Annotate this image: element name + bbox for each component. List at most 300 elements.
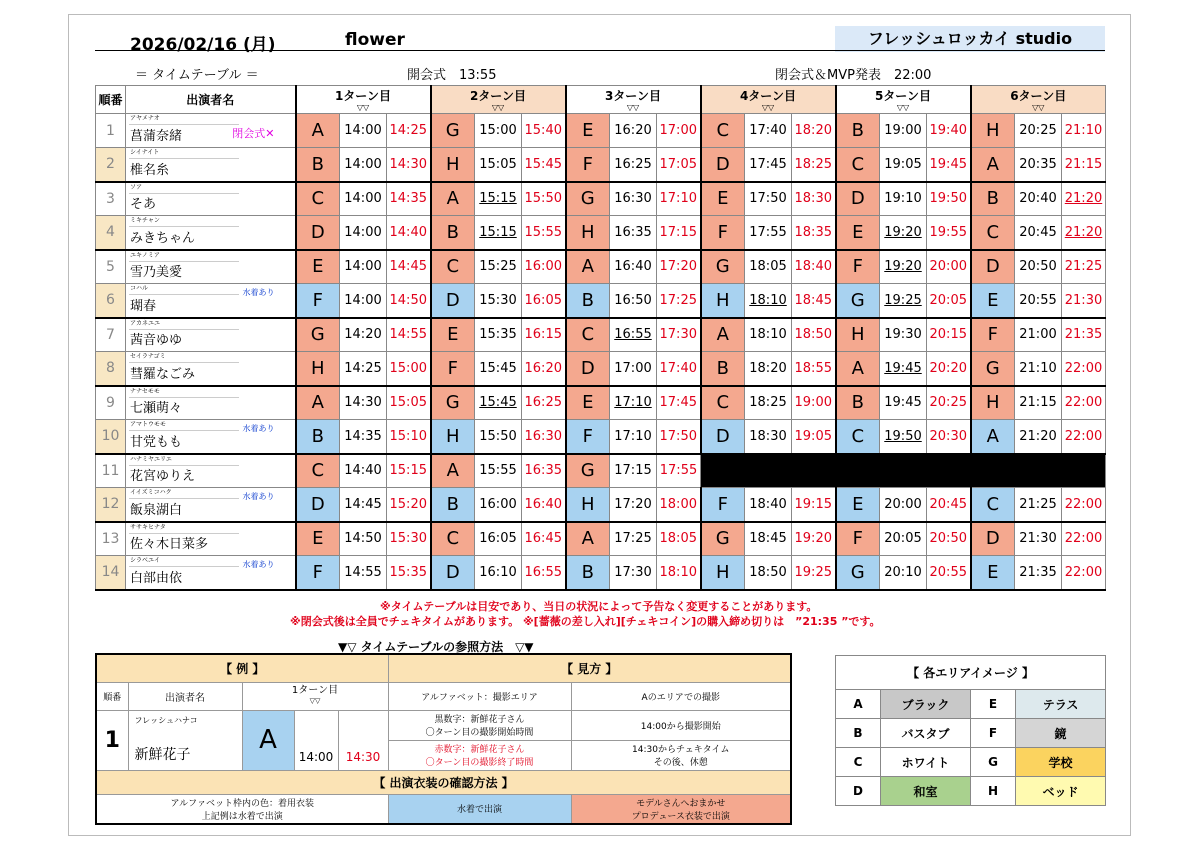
costume-letter-color: アルファベット枠内の色：着用衣装 上記例は水着で出演 — [96, 794, 388, 824]
performer-kana: シイナイト — [130, 149, 160, 156]
area-code: A — [971, 148, 1015, 182]
start-time: 18:10 — [745, 318, 792, 352]
area-label-g: 学校 — [1016, 748, 1106, 777]
table-row — [96, 114, 1106, 148]
area-code: C — [296, 182, 340, 216]
start-time: 15:45 — [475, 352, 522, 386]
area-code: H — [431, 420, 475, 454]
table-row — [96, 250, 1106, 284]
area-label-b: バスタブ — [881, 719, 971, 748]
end-time: 18:55 — [792, 352, 836, 386]
row-number: 13 — [96, 522, 126, 556]
area-code: F — [566, 420, 610, 454]
end-time: 17:00 — [657, 114, 701, 148]
performer-cell — [126, 454, 296, 488]
area-label-a: ブラック — [881, 690, 971, 719]
performer-kana: シラベユイ — [130, 557, 161, 564]
start-time: 15:25 — [475, 250, 522, 284]
area-code: G — [431, 114, 475, 148]
area-code: B — [431, 488, 475, 522]
end-time: 18:30 — [792, 182, 836, 216]
timetable — [95, 85, 1106, 591]
area-code: E — [701, 182, 745, 216]
howto-red: 赤数字：新鮮花子さん 〇ターン目の撮影終了時間 — [388, 740, 571, 770]
area-legend-title: 【 各エリアイメージ 】 — [836, 656, 1106, 690]
row-number: 1 — [96, 114, 126, 148]
row-number: 7 — [96, 318, 126, 352]
area-code: D — [971, 522, 1015, 556]
example-area: A — [242, 710, 294, 770]
area-code: B — [971, 182, 1015, 216]
table-row — [96, 352, 1106, 386]
performer-kana: ハナミヤユリエ — [130, 455, 172, 463]
start-time: 16:40 — [610, 250, 657, 284]
area-code: E — [566, 114, 610, 148]
end-time: 20:30 — [927, 420, 971, 454]
row-number: 2 — [96, 148, 126, 182]
start-time: 14:00 — [340, 182, 387, 216]
start-time: 21:15 — [1015, 386, 1062, 420]
start-time: 21:30 — [1015, 522, 1062, 556]
area-code: E — [836, 488, 880, 522]
performer-kana: アマトウモモ — [130, 421, 167, 428]
start-time: 21:00 — [1015, 318, 1062, 352]
area-code: E — [296, 250, 340, 284]
performer-cell — [126, 216, 296, 250]
end-time: 14:40 — [387, 216, 431, 250]
area-code: H — [836, 318, 880, 352]
howto-header: 【 見方 】 — [388, 654, 791, 682]
area-code: D — [431, 284, 475, 318]
row-number: 12 — [96, 488, 126, 522]
start-time: 15:30 — [475, 284, 522, 318]
end-time: 21:10 — [1062, 114, 1106, 148]
start-time: 19:30 — [880, 318, 927, 352]
area-code-g: G — [971, 748, 1016, 777]
example-name-cell: フレッシュハナコ 新鮮花子 — [128, 710, 242, 770]
performer-cell — [126, 556, 296, 590]
area-code: C — [836, 420, 880, 454]
area-legend — [835, 655, 1106, 806]
end-time: 14:55 — [387, 318, 431, 352]
performer-kana: アカネユユ — [130, 319, 160, 327]
performer-name: 彗羅なごみ — [130, 366, 196, 382]
end-time: 16:30 — [522, 420, 566, 454]
start-time: 17:20 — [610, 488, 657, 522]
area-code: D — [836, 182, 880, 216]
end-time: 15:20 — [387, 488, 431, 522]
start-time: 15:35 — [475, 318, 522, 352]
performer-cell — [126, 386, 296, 420]
area-code: F — [566, 148, 610, 182]
start-time: 17:25 — [610, 522, 657, 556]
start-time: 14:30 — [340, 386, 387, 420]
performer-cell — [126, 522, 296, 556]
howto-alpha: アルファベット：撮影エリア — [388, 682, 571, 710]
start-time: 15:05 — [475, 148, 522, 182]
row-number: 3 — [96, 182, 126, 216]
performer-kana: ミキチャン — [130, 217, 160, 224]
start-time: 16:35 — [610, 216, 657, 250]
start-time: 16:50 — [610, 284, 657, 318]
area-code: B — [836, 386, 880, 420]
start-time: 16:30 — [610, 182, 657, 216]
start-time: 20:05 — [880, 522, 927, 556]
performer-name: みきちゃん — [130, 230, 196, 246]
start-time: 14:35 — [340, 420, 387, 454]
end-time: 19:45 — [927, 148, 971, 182]
performer-cell — [126, 318, 296, 352]
area-code: A — [836, 352, 880, 386]
area-code: B — [836, 114, 880, 148]
start-time: 15:45 — [475, 386, 522, 420]
end-time: 22:00 — [1062, 522, 1106, 556]
performer-name: 七瀬萌々 — [130, 401, 183, 416]
footnote-1: ※タイムテーブルは目安であり、当日の状況によって予告なく変更することがあります。 — [380, 600, 818, 613]
area-code: C — [971, 488, 1015, 522]
performer-note: 閉会式✕ — [232, 127, 275, 140]
performer-name: 茜音ゆゆ — [130, 333, 183, 348]
performer-cell — [126, 284, 296, 318]
end-time: 18:25 — [792, 148, 836, 182]
start-time: 16:00 — [475, 488, 522, 522]
area-code: B — [566, 284, 610, 318]
area-label-h: ベッド — [1016, 777, 1106, 806]
end-time: 15:10 — [387, 420, 431, 454]
start-time: 15:00 — [475, 114, 522, 148]
end-time: 21:25 — [1062, 250, 1106, 284]
start-time: 18:05 — [745, 250, 792, 284]
start-time: 15:50 — [475, 420, 522, 454]
start-time: 20:00 — [880, 488, 927, 522]
performer-cell — [126, 352, 296, 386]
end-time: 21:20 — [1062, 182, 1106, 216]
start-time: 14:00 — [340, 284, 387, 318]
start-time: 20:45 — [1015, 216, 1062, 250]
performer-name: 椎名糸 — [130, 162, 170, 178]
end-time: 22:00 — [1062, 352, 1106, 386]
example-col-no: 順番 — [96, 682, 128, 710]
table-row — [96, 216, 1106, 250]
area-code: C — [431, 522, 475, 556]
area-code: C — [836, 148, 880, 182]
performer-cell — [126, 148, 296, 182]
end-time: 16:05 — [522, 284, 566, 318]
area-code: B — [566, 556, 610, 590]
table-row — [96, 488, 1106, 522]
end-time: 17:55 — [657, 454, 701, 488]
start-time: 15:15 — [475, 216, 522, 250]
table-row — [96, 182, 1106, 216]
example-col-name: 出演者名 — [128, 682, 242, 710]
area-code: D — [296, 488, 340, 522]
performer-name: 瑚春 — [130, 298, 157, 314]
end-time: 15:30 — [387, 522, 431, 556]
end-time: 20:55 — [927, 556, 971, 590]
start-time: 18:20 — [745, 352, 792, 386]
start-time: 17:55 — [745, 216, 792, 250]
example-header: 【 例 】 — [96, 654, 388, 682]
performer-cell — [126, 182, 296, 216]
start-time: 17:10 — [610, 386, 657, 420]
turn-header-3: 3ターン目 ▽▽ — [566, 86, 701, 114]
end-time: 15:50 — [522, 182, 566, 216]
area-label-c: ホワイト — [881, 748, 971, 777]
end-time: 22:00 — [1062, 386, 1106, 420]
performer-name: 甘党もも — [130, 434, 183, 450]
end-time: 18:20 — [792, 114, 836, 148]
area-code: C — [296, 454, 340, 488]
start-time: 19:00 — [880, 114, 927, 148]
start-time: 21:35 — [1015, 556, 1062, 590]
row-number: 10 — [96, 420, 126, 454]
end-time: 20:20 — [927, 352, 971, 386]
area-code: H — [971, 386, 1015, 420]
end-time: 14:50 — [387, 284, 431, 318]
opening-time: 開会式 13:55 — [407, 68, 497, 83]
area-code: F — [971, 318, 1015, 352]
area-code: H — [296, 352, 340, 386]
start-time: 19:20 — [880, 250, 927, 284]
area-code: E — [566, 386, 610, 420]
start-time: 14:00 — [340, 148, 387, 182]
start-time: 14:55 — [340, 556, 387, 590]
end-time: 20:50 — [927, 522, 971, 556]
end-time: 22:00 — [1062, 488, 1106, 522]
performer-name: 佐々木日菜多 — [130, 537, 209, 552]
area-code: E — [296, 522, 340, 556]
costume-produce: モデルさんへおまかせ プロデュース衣装で出演 — [571, 794, 791, 824]
start-time: 19:50 — [880, 420, 927, 454]
start-time: 18:40 — [745, 488, 792, 522]
turn-header-4: 4ターン目 ▽▽ — [701, 86, 836, 114]
end-time: 20:00 — [927, 250, 971, 284]
end-time: 19:50 — [927, 182, 971, 216]
end-time: 16:35 — [522, 454, 566, 488]
area-code: A — [431, 182, 475, 216]
end-time: 17:15 — [657, 216, 701, 250]
start-time: 19:45 — [880, 386, 927, 420]
end-time: 16:25 — [522, 386, 566, 420]
area-code-e: E — [971, 690, 1016, 719]
end-time: 16:40 — [522, 488, 566, 522]
area-code: E — [971, 556, 1015, 590]
area-code: H — [431, 148, 475, 182]
end-time: 19:00 — [792, 386, 836, 420]
area-code: H — [701, 284, 745, 318]
end-time: 17:10 — [657, 182, 701, 216]
table-row — [96, 386, 1106, 420]
start-time: 20:25 — [1015, 114, 1062, 148]
event-date: 2026/02/16 (月) — [130, 35, 276, 55]
howto-black-desc: 14:00から撮影開始 — [571, 710, 791, 740]
end-time: 21:15 — [1062, 148, 1106, 182]
start-time: 20:10 — [880, 556, 927, 590]
area-code: D — [431, 556, 475, 590]
blocked-slot — [701, 454, 1106, 488]
performer-cell — [126, 488, 296, 522]
area-code: B — [296, 420, 340, 454]
row-number: 5 — [96, 250, 126, 284]
end-time: 17:45 — [657, 386, 701, 420]
end-time: 17:30 — [657, 318, 701, 352]
performer-name: 花宮ゆりえ — [130, 469, 196, 484]
area-code: G — [431, 386, 475, 420]
row-number: 9 — [96, 386, 126, 420]
area-code-h: H — [971, 777, 1016, 806]
row-number: 4 — [96, 216, 126, 250]
area-code: G — [836, 556, 880, 590]
area-code-d: D — [836, 777, 881, 806]
studio-name: フレッシュロッカイ studio — [835, 26, 1105, 52]
end-time: 21:35 — [1062, 318, 1106, 352]
table-row — [96, 284, 1106, 318]
end-time: 17:20 — [657, 250, 701, 284]
end-time: 18:35 — [792, 216, 836, 250]
area-code: G — [566, 182, 610, 216]
start-time: 18:45 — [745, 522, 792, 556]
end-time: 20:15 — [927, 318, 971, 352]
area-code: H — [566, 216, 610, 250]
area-code: A — [971, 420, 1015, 454]
area-code: A — [566, 250, 610, 284]
performer-kana: ササキヒナタ — [130, 523, 166, 531]
start-time: 15:15 — [475, 182, 522, 216]
end-time: 20:05 — [927, 284, 971, 318]
row-number: 14 — [96, 556, 126, 590]
area-code-a: A — [836, 690, 881, 719]
start-time: 17:00 — [610, 352, 657, 386]
end-time: 15:35 — [387, 556, 431, 590]
area-code: G — [836, 284, 880, 318]
performer-kana: イイズミコハク — [130, 489, 172, 496]
end-time: 20:45 — [927, 488, 971, 522]
area-code: D — [566, 352, 610, 386]
group-name: flower — [345, 30, 405, 50]
start-time: 19:25 — [880, 284, 927, 318]
table-row — [96, 420, 1106, 454]
start-time: 14:00 — [340, 114, 387, 148]
end-time: 19:55 — [927, 216, 971, 250]
area-code: F — [296, 284, 340, 318]
end-time: 18:50 — [792, 318, 836, 352]
end-time: 19:05 — [792, 420, 836, 454]
start-time: 16:55 — [610, 318, 657, 352]
performer-note: 水着あり — [242, 424, 275, 433]
end-time: 19:20 — [792, 522, 836, 556]
performer-kana: アヤメナオ — [130, 115, 160, 122]
turn-header-5: 5ターン目 ▽▽ — [836, 86, 971, 114]
area-code: B — [431, 216, 475, 250]
area-code: D — [701, 148, 745, 182]
area-label-f: 鏡 — [1016, 719, 1106, 748]
area-code: G — [971, 352, 1015, 386]
area-code: E — [836, 216, 880, 250]
area-code: B — [701, 352, 745, 386]
performer-note: 水着あり — [242, 492, 275, 501]
row-number: 6 — [96, 284, 126, 318]
end-time: 14:45 — [387, 250, 431, 284]
performer-name: 雪乃美愛 — [130, 265, 183, 280]
end-time: 19:40 — [927, 114, 971, 148]
table-row — [96, 556, 1106, 590]
end-time: 17:05 — [657, 148, 701, 182]
performer-name: 飯泉湖白 — [130, 502, 183, 518]
turn-header-2: 2ターン目 ▽▽ — [431, 86, 566, 114]
costume-swimsuit: 水着で出演 — [388, 794, 571, 824]
row-number: 11 — [96, 454, 126, 488]
start-time: 16:25 — [610, 148, 657, 182]
performer-cell — [126, 420, 296, 454]
start-time: 17:50 — [745, 182, 792, 216]
end-time: 21:30 — [1062, 284, 1106, 318]
area-code: C — [971, 216, 1015, 250]
howto-alpha-desc: Aのエリアでの撮影 — [571, 682, 791, 710]
end-time: 14:30 — [387, 148, 431, 182]
area-code-b: B — [836, 719, 881, 748]
col-no-header: 順番 — [96, 86, 126, 114]
end-time: 16:15 — [522, 318, 566, 352]
start-time: 17:15 — [610, 454, 657, 488]
end-time: 16:55 — [522, 556, 566, 590]
start-time: 14:45 — [340, 488, 387, 522]
start-time: 21:10 — [1015, 352, 1062, 386]
start-time: 18:25 — [745, 386, 792, 420]
performer-kana: ナナセモモ — [130, 387, 160, 395]
area-code: G — [296, 318, 340, 352]
end-time: 15:40 — [522, 114, 566, 148]
start-time: 16:20 — [610, 114, 657, 148]
start-time: 15:55 — [475, 454, 522, 488]
end-time: 18:05 — [657, 522, 701, 556]
end-time: 15:00 — [387, 352, 431, 386]
area-code: F — [296, 556, 340, 590]
performer-name: そあ — [130, 197, 157, 212]
area-code-f: F — [971, 719, 1016, 748]
start-time: 14:40 — [340, 454, 387, 488]
end-time: 19:25 — [792, 556, 836, 590]
timetable-label: ＝ タイムテーブル ＝ — [135, 68, 259, 83]
row-number: 8 — [96, 352, 126, 386]
area-code: A — [566, 522, 610, 556]
start-time: 14:50 — [340, 522, 387, 556]
start-time: 14:25 — [340, 352, 387, 386]
start-time: 14:20 — [340, 318, 387, 352]
area-code: A — [296, 386, 340, 420]
start-time: 20:40 — [1015, 182, 1062, 216]
area-code: D — [971, 250, 1015, 284]
closing-time: 閉会式＆MVP発表 22:00 — [775, 68, 932, 83]
end-time: 18:10 — [657, 556, 701, 590]
howto-black: 黒数字：新鮮花子さん 〇ターン目の撮影開始時間 — [388, 710, 571, 740]
start-time: 20:50 — [1015, 250, 1062, 284]
performer-kana: セイラナゴミ — [130, 353, 166, 360]
end-time: 19:15 — [792, 488, 836, 522]
end-time: 18:45 — [792, 284, 836, 318]
performer-note: 水着あり — [242, 560, 275, 569]
start-time: 18:50 — [745, 556, 792, 590]
start-time: 21:20 — [1015, 420, 1062, 454]
area-code: A — [296, 114, 340, 148]
area-code: G — [566, 454, 610, 488]
area-code: F — [701, 488, 745, 522]
start-time: 20:55 — [1015, 284, 1062, 318]
area-code: F — [431, 352, 475, 386]
costume-header: 【 出演衣装の確認方法 】 — [96, 770, 791, 794]
area-code: F — [701, 216, 745, 250]
area-code: F — [836, 522, 880, 556]
start-time: 18:30 — [745, 420, 792, 454]
